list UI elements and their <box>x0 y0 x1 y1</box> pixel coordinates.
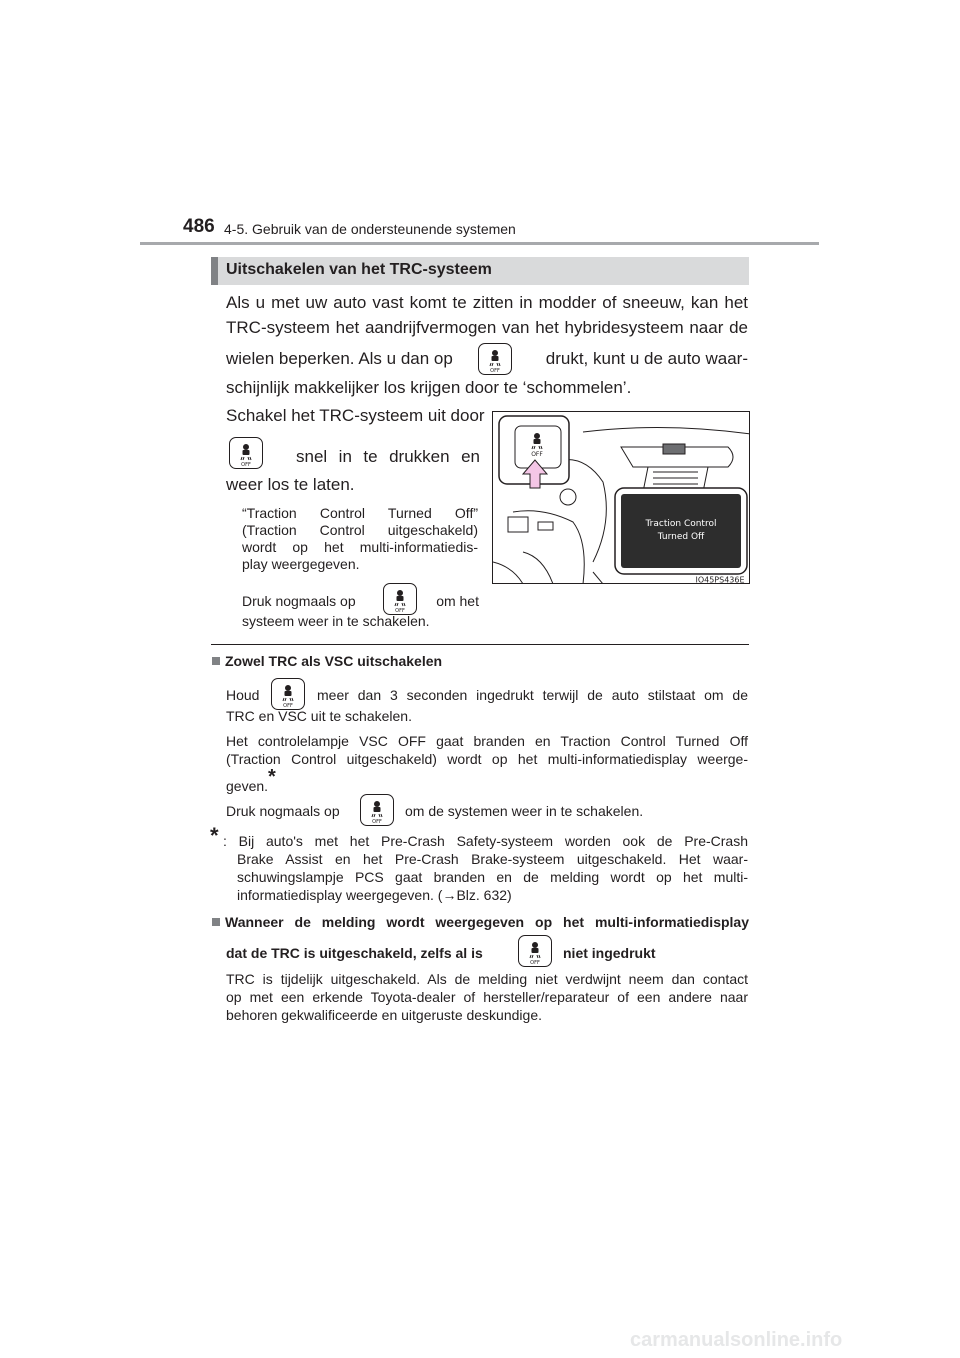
intro-line-2: TRC-systeem het aandrijfvermogen van het hybridesysteem naar de <box>226 318 748 337</box>
chapter-title: 4-5. Gebruik van de ondersteunende systemen <box>224 221 516 237</box>
sub2-body-1: TRC is tijdelijk uitgeschakeld. Als de melding niet verdwijnt neem dan contact <box>226 971 748 987</box>
footnote-line-3: schuwingslampje PCS gaat branden en de melding wordt op het multi- <box>237 869 748 885</box>
trc-off-button-icon <box>229 437 263 469</box>
step-line-3: weer los te laten. <box>226 475 355 494</box>
intro-line-3a: wielen beperken. Als u dan op <box>226 349 453 368</box>
step-line-1: Schakel het TRC-systeem uit door <box>226 406 485 425</box>
dashboard-illustration <box>492 411 750 584</box>
sub1-line-4: (Traction Control uitgeschakeld) wordt op het multi-informatiedisplay weerge- <box>226 751 748 767</box>
sub1-line-5 <box>226 768 276 796</box>
display-text-line-1: Traction Control <box>645 519 717 529</box>
note-line-2: (Traction Control uitgeschakeld) <box>242 522 478 538</box>
sub1-line-6b: om de systemen weer in te schakelen. <box>405 803 644 819</box>
svg-text:OFF: OFF <box>241 462 251 468</box>
trc-off-button-icon <box>518 935 552 967</box>
sub1-line-5-text: geven. <box>226 778 269 794</box>
trc-off-button-icon <box>360 794 394 826</box>
inset-button-label: OFF <box>531 451 543 458</box>
section-divider <box>211 644 749 645</box>
sub1-line-6a: Druk nogmaals op <box>226 803 340 819</box>
sub2-title-line-1-text: Wanneer de melding wordt weergegeven op het multi-informatiedisplay <box>225 914 749 930</box>
illustration-code: IO45PS436E <box>695 575 745 584</box>
square-bullet-icon <box>212 918 220 926</box>
footnote-line-2: Brake Assist en het Pre-Crash Brake-systeem uitgeschakeld. Het waar- <box>237 851 748 867</box>
section-title: Uitschakelen van het TRC-systeem <box>226 261 492 278</box>
watermark: carmanualsonline.info <box>630 1329 843 1351</box>
footnote-line-1: : Bij auto's met het Pre-Crash Safety-systeem worden ook de Pre-Crash <box>223 833 748 849</box>
svg-text:OFF: OFF <box>395 608 405 614</box>
sub1-line-1b: meer dan 3 seconden ingedrukt terwijl de auto stilstaat om de <box>317 687 748 703</box>
note-line-1: “Traction Control Turned Off” <box>242 505 478 521</box>
svg-text:OFF: OFF <box>530 960 540 966</box>
svg-text:OFF: OFF <box>490 368 500 374</box>
intro-line-1: Als u met uw auto vast komt te zitten in modder of sneeuw, kan het <box>226 293 748 312</box>
trc-off-button-icon <box>383 583 417 615</box>
sub1-line-2: TRC en VSC uit te schakelen. <box>226 708 412 724</box>
step-line-2: snel in te drukken en <box>296 447 480 466</box>
square-bullet-icon <box>212 657 220 665</box>
sub1-line-1a: Houd <box>226 687 260 703</box>
sub2-title-line-2b: niet ingedrukt <box>563 945 656 961</box>
header-rule <box>140 242 819 245</box>
intro-line-4: schijnlijk makkelijker los krijgen door te ‘schommelen’. <box>226 378 632 397</box>
again-line-2: systeem weer in te schakelen. <box>242 613 430 629</box>
footnote-mark: * <box>210 823 219 848</box>
sub2-title-line-1 <box>212 913 749 932</box>
asterisk-mark: * <box>268 766 276 788</box>
svg-text:OFF: OFF <box>283 703 293 709</box>
trc-off-button-icon <box>271 678 305 710</box>
svg-text:OFF: OFF <box>372 819 382 825</box>
trc-off-button-icon <box>478 343 512 375</box>
section-heading-bar <box>211 257 218 285</box>
again-line-1a: Druk nogmaals op <box>242 593 356 609</box>
sub1-title <box>212 652 442 671</box>
page-number: 486 <box>183 216 215 237</box>
display-text-line-2: Turned Off <box>657 532 705 542</box>
note-line-4: play weergegeven. <box>242 556 360 572</box>
section-heading <box>211 257 749 285</box>
footnote-line-4: informatiedisplay weergegeven. (→Blz. 632) <box>237 887 512 903</box>
sub1-line-3: Het controlelampje VSC OFF gaat branden en Traction Control Turned Off <box>226 733 748 749</box>
note-line-3: wordt op het multi-informatiedis- <box>242 539 478 555</box>
sub1-title-text: Zowel TRC als VSC uitschakelen <box>225 653 443 669</box>
sub2-body-3: behoren gekwalificeerde en uitgeruste deskundige. <box>226 1007 542 1023</box>
dashboard-drawing <box>493 412 750 584</box>
sub2-title-line-2a: dat de TRC is uitgeschakeld, zelfs al is <box>226 945 483 961</box>
again-line-1b: om het <box>436 593 479 609</box>
intro-line-3b: drukt, kunt u de auto waar- <box>545 349 748 368</box>
sub2-body-2: op met een erkende Toyota-dealer of hersteller/reparateur of een andere naar <box>226 989 748 1005</box>
